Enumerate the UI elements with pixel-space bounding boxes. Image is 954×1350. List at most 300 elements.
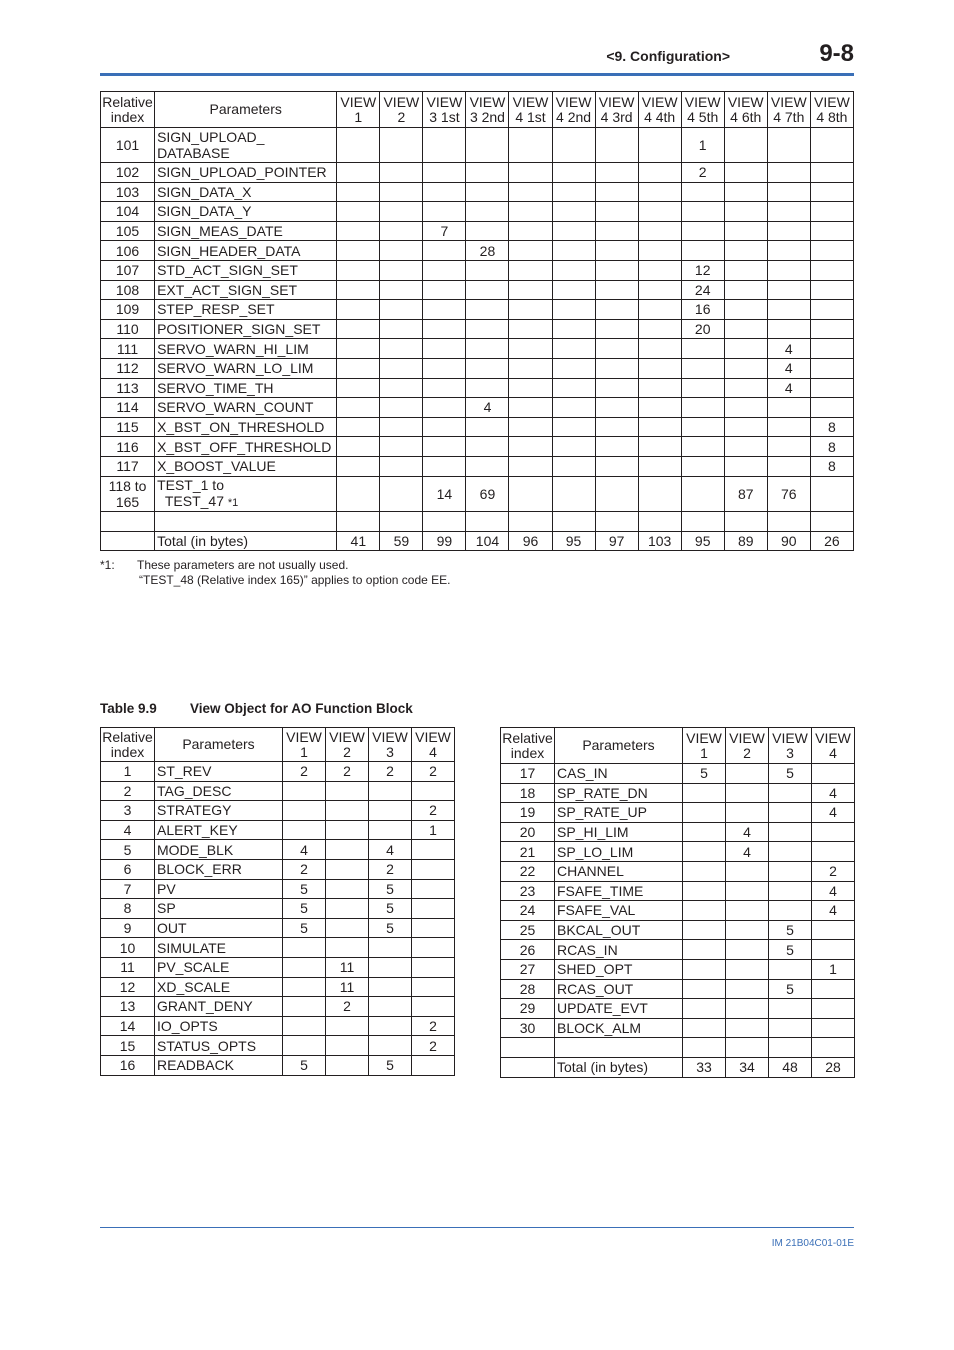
column-header: VIEW 4 7th bbox=[767, 92, 810, 128]
value-cell: 5 bbox=[369, 1055, 412, 1075]
value-cell: 97 bbox=[595, 531, 638, 551]
parameter-cell: CHANNEL bbox=[555, 861, 683, 881]
value-cell bbox=[812, 999, 855, 1019]
parameter-cell: SP_RATE_UP bbox=[555, 803, 683, 823]
index-cell: 27 bbox=[501, 959, 555, 979]
value-cell bbox=[812, 979, 855, 999]
value-cell bbox=[380, 300, 423, 320]
value-cell bbox=[552, 128, 595, 163]
parameter-cell: SP_HI_LIM bbox=[555, 822, 683, 842]
parameter-cell: CAS_IN bbox=[555, 764, 683, 784]
value-cell: 48 bbox=[769, 1057, 812, 1077]
value-cell bbox=[423, 280, 466, 300]
value-cell bbox=[683, 803, 726, 823]
value-cell bbox=[423, 319, 466, 339]
value-cell: 4 bbox=[767, 378, 810, 398]
value-cell bbox=[423, 437, 466, 457]
value-cell bbox=[283, 801, 326, 821]
parameter-cell: STD_ACT_SIGN_SET bbox=[155, 260, 337, 280]
value-cell bbox=[326, 899, 369, 919]
value-cell: 2 bbox=[812, 861, 855, 881]
value-cell bbox=[423, 417, 466, 437]
value-cell bbox=[380, 456, 423, 476]
value-cell bbox=[552, 221, 595, 241]
value-cell: 59 bbox=[380, 531, 423, 551]
value-cell bbox=[337, 437, 380, 457]
parameter-cell: STRATEGY bbox=[155, 801, 283, 821]
value-cell bbox=[767, 280, 810, 300]
value-cell bbox=[552, 511, 595, 531]
value-cell bbox=[810, 221, 853, 241]
value-cell bbox=[638, 163, 681, 183]
value-cell bbox=[595, 300, 638, 320]
table-row bbox=[101, 762, 455, 782]
value-cell bbox=[724, 221, 767, 241]
value-cell bbox=[638, 280, 681, 300]
column-header: VIEW 4 2nd bbox=[552, 92, 595, 128]
value-cell bbox=[380, 260, 423, 280]
value-cell bbox=[812, 764, 855, 784]
table-caption-number: Table 9.9 bbox=[100, 701, 157, 716]
parameter-cell: GRANT_DENY bbox=[155, 997, 283, 1017]
value-cell bbox=[552, 398, 595, 418]
value-cell bbox=[509, 241, 552, 261]
value-cell bbox=[337, 260, 380, 280]
value-cell bbox=[369, 820, 412, 840]
value-cell bbox=[812, 1018, 855, 1038]
value-cell bbox=[509, 300, 552, 320]
value-cell bbox=[423, 378, 466, 398]
index-cell: 16 bbox=[101, 1055, 155, 1075]
value-cell bbox=[466, 358, 509, 378]
value-cell bbox=[595, 319, 638, 339]
parameter-cell: RCAS_OUT bbox=[555, 979, 683, 999]
value-cell bbox=[769, 1018, 812, 1038]
value-cell bbox=[380, 280, 423, 300]
value-cell bbox=[380, 319, 423, 339]
index-cell: 10 bbox=[101, 938, 155, 958]
index-cell: 2 bbox=[101, 781, 155, 801]
value-cell bbox=[509, 417, 552, 437]
table-row bbox=[101, 820, 455, 840]
table-row bbox=[501, 881, 855, 901]
value-cell bbox=[466, 182, 509, 202]
value-cell bbox=[412, 781, 455, 801]
value-cell bbox=[767, 182, 810, 202]
table-row bbox=[101, 1016, 455, 1036]
value-cell bbox=[681, 202, 724, 222]
parameter-cell: FSAFE_VAL bbox=[555, 901, 683, 921]
value-cell: 28 bbox=[466, 241, 509, 261]
value-cell bbox=[552, 358, 595, 378]
value-cell: 41 bbox=[337, 531, 380, 551]
table-caption bbox=[100, 701, 413, 716]
value-cell: 2 bbox=[283, 762, 326, 782]
parameter-cell: ST_REV bbox=[155, 762, 283, 782]
value-cell bbox=[726, 901, 769, 921]
index-cell bbox=[501, 1038, 555, 1058]
value-cell bbox=[423, 511, 466, 531]
value-cell: 104 bbox=[466, 531, 509, 551]
value-cell bbox=[423, 202, 466, 222]
index-cell: 115 bbox=[101, 417, 155, 437]
table-row bbox=[101, 260, 854, 280]
value-cell bbox=[412, 997, 455, 1017]
value-cell bbox=[552, 456, 595, 476]
header-rule bbox=[100, 73, 854, 76]
value-cell bbox=[638, 241, 681, 261]
index-cell: 108 bbox=[101, 280, 155, 300]
value-cell bbox=[724, 128, 767, 163]
table-row bbox=[101, 997, 455, 1017]
value-cell bbox=[337, 456, 380, 476]
column-header: VIEW 4 8th bbox=[810, 92, 853, 128]
value-cell bbox=[412, 977, 455, 997]
parameter-cell: SP_LO_LIM bbox=[555, 842, 683, 862]
value-cell bbox=[638, 260, 681, 280]
column-header: VIEW 3 bbox=[369, 728, 412, 762]
value-cell: 2 bbox=[412, 1016, 455, 1036]
index-cell: 26 bbox=[501, 940, 555, 960]
value-cell bbox=[810, 319, 853, 339]
table-row bbox=[101, 128, 854, 163]
value-cell bbox=[681, 221, 724, 241]
value-cell: 5 bbox=[283, 1055, 326, 1075]
value-cell bbox=[767, 202, 810, 222]
value-cell bbox=[423, 128, 466, 163]
value-cell bbox=[681, 339, 724, 359]
parameter-cell: BLOCK_ERR bbox=[155, 859, 283, 879]
value-cell bbox=[337, 300, 380, 320]
value-cell bbox=[595, 437, 638, 457]
value-cell bbox=[726, 783, 769, 803]
value-cell bbox=[509, 378, 552, 398]
value-cell bbox=[283, 1016, 326, 1036]
index-cell: 9 bbox=[101, 918, 155, 938]
table-row bbox=[501, 822, 855, 842]
index-cell: 11 bbox=[101, 957, 155, 977]
value-cell bbox=[724, 339, 767, 359]
value-cell bbox=[509, 182, 552, 202]
value-cell: 2 bbox=[412, 801, 455, 821]
value-cell bbox=[509, 398, 552, 418]
parameter-cell: SERVO_WARN_LO_LIM bbox=[155, 358, 337, 378]
value-cell bbox=[283, 1036, 326, 1056]
value-cell bbox=[769, 783, 812, 803]
value-cell bbox=[638, 378, 681, 398]
table-row bbox=[101, 339, 854, 359]
value-cell bbox=[337, 358, 380, 378]
table-caption-title: View Object for AO Function Block bbox=[190, 701, 413, 716]
parameter-cell: BLOCK_ALM bbox=[555, 1018, 683, 1038]
value-cell bbox=[638, 358, 681, 378]
value-cell bbox=[326, 918, 369, 938]
value-cell: 5 bbox=[283, 879, 326, 899]
value-cell bbox=[380, 339, 423, 359]
value-cell bbox=[380, 202, 423, 222]
index-cell: 116 bbox=[101, 437, 155, 457]
value-cell bbox=[683, 1018, 726, 1038]
value-cell bbox=[337, 182, 380, 202]
value-cell bbox=[681, 511, 724, 531]
value-cell bbox=[681, 417, 724, 437]
value-cell: 5 bbox=[369, 918, 412, 938]
value-cell: 26 bbox=[810, 531, 853, 551]
parameter-cell: PV_SCALE bbox=[155, 957, 283, 977]
value-cell bbox=[726, 979, 769, 999]
parameter-cell: BKCAL_OUT bbox=[555, 920, 683, 940]
parameter-cell: SIGN_HEADER_DATA bbox=[155, 241, 337, 261]
parameter-cell: TEST_1 to TEST_47 *1 bbox=[155, 476, 337, 511]
table-row bbox=[101, 456, 854, 476]
value-cell bbox=[810, 339, 853, 359]
value-cell: 2 bbox=[326, 762, 369, 782]
column-header: VIEW 4 4th bbox=[638, 92, 681, 128]
table-row bbox=[501, 861, 855, 881]
value-cell bbox=[337, 339, 380, 359]
value-cell: 14 bbox=[423, 476, 466, 511]
value-cell: 4 bbox=[767, 339, 810, 359]
value-cell bbox=[683, 959, 726, 979]
column-header: VIEW 3 bbox=[769, 728, 812, 764]
value-cell bbox=[509, 280, 552, 300]
index-cell: 20 bbox=[501, 822, 555, 842]
value-cell: 5 bbox=[283, 918, 326, 938]
value-cell bbox=[724, 241, 767, 261]
chapter-title: <9. Configuration> bbox=[606, 48, 730, 64]
index-cell: 30 bbox=[501, 1018, 555, 1038]
index-cell: 13 bbox=[101, 997, 155, 1017]
value-cell bbox=[380, 398, 423, 418]
value-cell bbox=[683, 783, 726, 803]
value-cell bbox=[595, 280, 638, 300]
value-cell bbox=[466, 511, 509, 531]
parameter-cell: SERVO_WARN_HI_LIM bbox=[155, 339, 337, 359]
value-cell bbox=[767, 241, 810, 261]
table-row bbox=[101, 437, 854, 457]
value-cell: 103 bbox=[638, 531, 681, 551]
parameter-cell: X_BST_ON_THRESHOLD bbox=[155, 417, 337, 437]
parameter-cell: FSAFE_TIME bbox=[555, 881, 683, 901]
value-cell bbox=[326, 801, 369, 821]
parameter-cell: SP bbox=[155, 899, 283, 919]
parameter-cell: ALERT_KEY bbox=[155, 820, 283, 840]
value-cell bbox=[724, 202, 767, 222]
value-cell bbox=[552, 300, 595, 320]
value-cell bbox=[595, 241, 638, 261]
value-cell bbox=[683, 920, 726, 940]
value-cell bbox=[595, 358, 638, 378]
parameter-cell: X_BOOST_VALUE bbox=[155, 456, 337, 476]
table-row bbox=[101, 781, 455, 801]
value-cell bbox=[812, 1038, 855, 1058]
value-cell bbox=[509, 358, 552, 378]
value-cell bbox=[724, 319, 767, 339]
parameter-cell: SERVO_WARN_COUNT bbox=[155, 398, 337, 418]
value-cell: 5 bbox=[369, 899, 412, 919]
value-cell bbox=[638, 417, 681, 437]
table-row bbox=[101, 476, 854, 511]
value-cell: 4 bbox=[369, 840, 412, 860]
value-cell: 1 bbox=[812, 959, 855, 979]
value-cell bbox=[380, 182, 423, 202]
index-cell: 29 bbox=[501, 999, 555, 1019]
table-row bbox=[101, 1036, 455, 1056]
value-cell bbox=[412, 918, 455, 938]
value-cell bbox=[638, 202, 681, 222]
value-cell bbox=[412, 938, 455, 958]
value-cell bbox=[369, 1016, 412, 1036]
value-cell bbox=[810, 202, 853, 222]
index-cell: 15 bbox=[101, 1036, 155, 1056]
value-cell: 2 bbox=[326, 997, 369, 1017]
index-cell: 24 bbox=[501, 901, 555, 921]
value-cell bbox=[638, 182, 681, 202]
value-cell: 5 bbox=[283, 899, 326, 919]
table-row bbox=[501, 764, 855, 784]
value-cell bbox=[326, 1036, 369, 1056]
value-cell bbox=[380, 417, 423, 437]
value-cell: 1 bbox=[681, 128, 724, 163]
value-cell bbox=[767, 221, 810, 241]
value-cell bbox=[595, 221, 638, 241]
value-cell bbox=[466, 260, 509, 280]
index-cell: 102 bbox=[101, 163, 155, 183]
value-cell bbox=[769, 959, 812, 979]
value-cell: 99 bbox=[423, 531, 466, 551]
table-row bbox=[101, 977, 455, 997]
value-cell bbox=[423, 339, 466, 359]
parameter-cell: SIGN_UPLOAD_POINTER bbox=[155, 163, 337, 183]
index-cell: 114 bbox=[101, 398, 155, 418]
value-cell bbox=[337, 417, 380, 437]
value-cell bbox=[724, 300, 767, 320]
ao-view-table-right bbox=[500, 727, 855, 1078]
value-cell bbox=[681, 398, 724, 418]
value-cell bbox=[380, 378, 423, 398]
value-cell bbox=[769, 861, 812, 881]
value-cell: 2 bbox=[369, 762, 412, 782]
footnote-line-2: “TEST_48 (Relative index 165)” applies to option code EE. bbox=[139, 573, 451, 587]
column-header: VIEW 2 bbox=[380, 92, 423, 128]
value-cell: 90 bbox=[767, 531, 810, 551]
parameter-cell: TAG_DESC bbox=[155, 781, 283, 801]
value-cell bbox=[466, 437, 509, 457]
value-cell bbox=[638, 300, 681, 320]
value-cell bbox=[380, 163, 423, 183]
header-row bbox=[501, 728, 855, 764]
value-cell bbox=[380, 437, 423, 457]
parameter-cell: SIGN_UPLOAD_ DATABASE bbox=[155, 128, 337, 163]
value-cell bbox=[726, 803, 769, 823]
index-cell: 17 bbox=[501, 764, 555, 784]
value-cell bbox=[326, 938, 369, 958]
table-row bbox=[501, 940, 855, 960]
value-cell bbox=[337, 202, 380, 222]
table-row bbox=[501, 920, 855, 940]
value-cell bbox=[380, 511, 423, 531]
index-cell: 14 bbox=[101, 1016, 155, 1036]
value-cell: 76 bbox=[767, 476, 810, 511]
value-cell bbox=[552, 202, 595, 222]
value-cell bbox=[509, 202, 552, 222]
view-object-table-continued bbox=[100, 91, 854, 551]
parameter-cell: SIGN_DATA_X bbox=[155, 182, 337, 202]
value-cell bbox=[380, 241, 423, 261]
value-cell: 4 bbox=[812, 881, 855, 901]
column-header: VIEW 2 bbox=[326, 728, 369, 762]
value-cell bbox=[412, 1055, 455, 1075]
index-cell: 19 bbox=[501, 803, 555, 823]
table-row bbox=[501, 842, 855, 862]
table-row bbox=[101, 319, 854, 339]
value-cell bbox=[509, 339, 552, 359]
table-row bbox=[101, 398, 854, 418]
value-cell: 4 bbox=[466, 398, 509, 418]
parameter-cell: Total (in bytes) bbox=[155, 531, 337, 551]
value-cell bbox=[769, 901, 812, 921]
value-cell bbox=[638, 339, 681, 359]
value-cell bbox=[326, 1016, 369, 1036]
value-cell bbox=[337, 128, 380, 163]
value-cell bbox=[769, 999, 812, 1019]
table-row bbox=[501, 803, 855, 823]
value-cell bbox=[337, 378, 380, 398]
table-row bbox=[501, 979, 855, 999]
value-cell: 16 bbox=[681, 300, 724, 320]
value-cell bbox=[638, 456, 681, 476]
value-cell bbox=[509, 456, 552, 476]
value-cell bbox=[466, 202, 509, 222]
parameter-cell: PV bbox=[155, 879, 283, 899]
value-cell bbox=[810, 476, 853, 511]
index-cell: 28 bbox=[501, 979, 555, 999]
table-row bbox=[101, 859, 455, 879]
index-cell: 103 bbox=[101, 182, 155, 202]
footer-rule bbox=[100, 1227, 854, 1228]
value-cell bbox=[810, 378, 853, 398]
value-cell bbox=[423, 182, 466, 202]
value-cell bbox=[810, 280, 853, 300]
value-cell bbox=[369, 977, 412, 997]
index-cell: 18 bbox=[501, 783, 555, 803]
value-cell bbox=[552, 319, 595, 339]
index-cell bbox=[101, 531, 155, 551]
value-cell: 5 bbox=[369, 879, 412, 899]
table-row bbox=[101, 938, 455, 958]
value-cell: 69 bbox=[466, 476, 509, 511]
value-cell: 95 bbox=[552, 531, 595, 551]
table-row bbox=[501, 1057, 855, 1077]
value-cell bbox=[552, 437, 595, 457]
value-cell bbox=[724, 280, 767, 300]
parameter-cell: READBACK bbox=[155, 1055, 283, 1075]
value-cell bbox=[466, 163, 509, 183]
value-cell bbox=[726, 1018, 769, 1038]
parameter-cell: SIGN_MEAS_DATE bbox=[155, 221, 337, 241]
value-cell bbox=[466, 339, 509, 359]
value-cell bbox=[767, 163, 810, 183]
table-row bbox=[501, 901, 855, 921]
value-cell: 2 bbox=[283, 859, 326, 879]
value-cell bbox=[726, 920, 769, 940]
parameter-cell: POSITIONER_SIGN_SET bbox=[155, 319, 337, 339]
value-cell: 4 bbox=[812, 803, 855, 823]
value-cell bbox=[466, 128, 509, 163]
value-cell bbox=[726, 999, 769, 1019]
index-cell bbox=[501, 1057, 555, 1077]
value-cell bbox=[595, 398, 638, 418]
